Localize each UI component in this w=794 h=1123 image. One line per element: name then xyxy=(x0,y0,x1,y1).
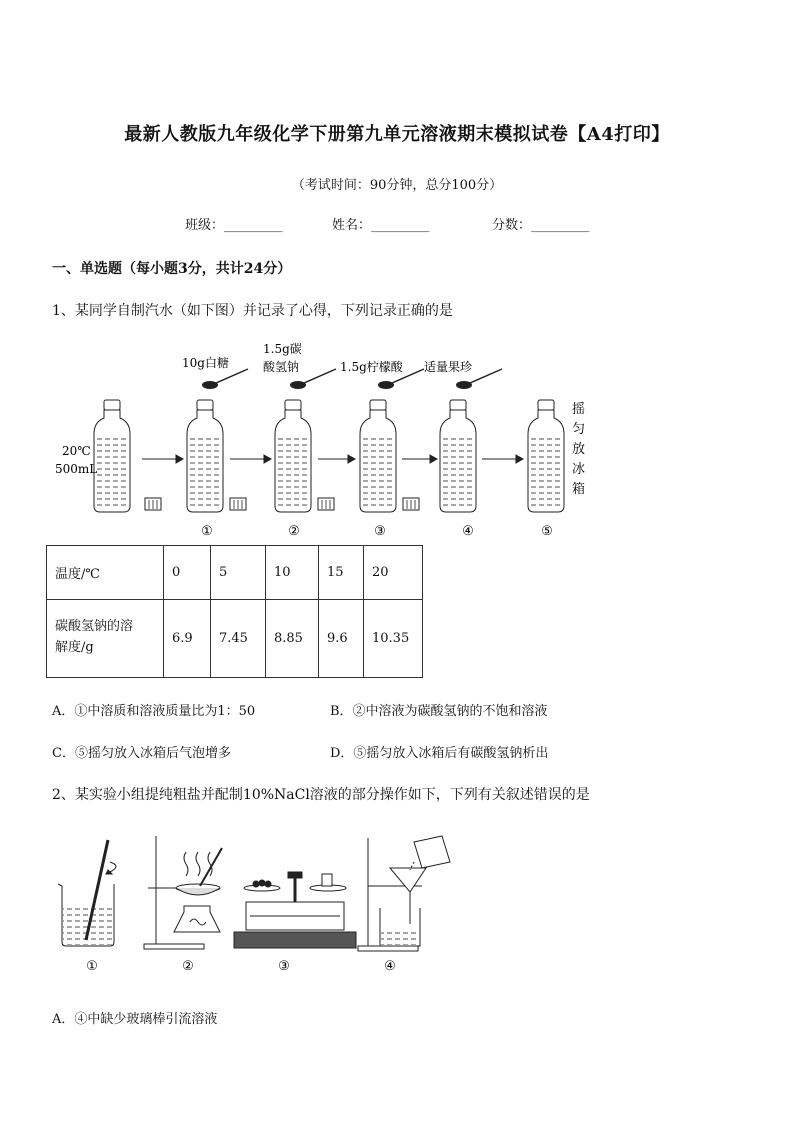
q1-option-b: B．②中溶液为碳酸氢钠的不饱和溶液 xyxy=(330,704,548,719)
step-labels xyxy=(201,524,553,539)
bottle-2 xyxy=(275,400,311,512)
row2-header-line1: 碳酸氢钠的溶 xyxy=(55,619,134,634)
additive-sugar-label: 10g白糖 xyxy=(182,356,229,370)
table-cell: 6.9 xyxy=(164,600,211,678)
op-step-labels xyxy=(86,959,396,974)
table-cell: 10 xyxy=(266,546,319,600)
end-step-label xyxy=(572,401,585,497)
score-blank: _________ xyxy=(531,218,590,233)
lab-operations-figure xyxy=(50,828,470,978)
bottle-cap xyxy=(230,498,246,510)
step-label-3: ③ xyxy=(374,524,386,539)
bottle-3 xyxy=(360,400,396,512)
beaker-stirring-icon xyxy=(58,840,116,946)
table-row xyxy=(47,600,423,678)
table-header-cell: 温度/℃ xyxy=(47,546,164,600)
class-blank: _________ xyxy=(224,218,283,233)
step-label-1: ① xyxy=(201,524,213,539)
table-cell: 9.6 xyxy=(319,600,364,678)
step-label-5: ⑤ xyxy=(541,524,553,539)
op-label-3: ③ xyxy=(278,959,290,974)
additive-nahco3-label-2: 酸氢钠 xyxy=(263,360,300,374)
score-field xyxy=(492,214,590,233)
end-label-char: 箱 xyxy=(572,482,586,497)
op-label-2: ② xyxy=(182,959,194,974)
bottle-5 xyxy=(528,400,564,512)
bottle-cap xyxy=(318,498,334,510)
q1-option-d: D．⑤摇匀放入冰箱后有碳酸氢钠析出 xyxy=(330,746,549,761)
row2-header-line2: 解度/g xyxy=(55,640,94,655)
bottle-cap xyxy=(403,498,419,510)
evaporation-icon xyxy=(144,836,222,949)
table-cell: 8.85 xyxy=(266,600,319,678)
solubility-table xyxy=(46,545,423,678)
score-label: 分数： xyxy=(492,218,532,233)
start-volume-label: 500mL xyxy=(55,462,98,476)
name-label: 姓名： xyxy=(332,218,372,233)
end-label-char: 摇 xyxy=(572,402,586,417)
op-label-4: ④ xyxy=(384,959,396,974)
end-label-char: 匀 xyxy=(572,422,586,437)
soda-process-figure xyxy=(50,335,610,540)
q1-option-c: C．⑤摇匀放入冰箱后气泡增多 xyxy=(52,746,231,761)
class-field xyxy=(185,214,283,233)
additive-juice-label: 适量果珍 xyxy=(424,360,473,374)
table-cell: 20 xyxy=(364,546,423,600)
bottle-cap xyxy=(145,498,161,510)
table-cell: 15 xyxy=(319,546,364,600)
filtration-icon xyxy=(358,836,450,951)
start-temp-label: 20℃ xyxy=(62,444,91,458)
additive-nahco3-label-1: 1.5g碳 xyxy=(263,342,302,356)
spoon-icon xyxy=(202,369,248,389)
table-cell: 5 xyxy=(211,546,266,600)
end-label-char: 冰 xyxy=(572,462,586,477)
section-heading: 一、单选题（每小题3分，共计24分） xyxy=(52,261,292,277)
exam-info: （考试时间：90分钟，总分100分） xyxy=(291,178,503,193)
q2-option-a: A．④中缺少玻璃棒引流溶液 xyxy=(52,1012,218,1027)
step-label-4: ④ xyxy=(462,524,474,539)
table-cell: 0 xyxy=(164,546,211,600)
name-field xyxy=(332,214,430,233)
table-row xyxy=(47,546,423,600)
end-label-char: 放 xyxy=(572,442,586,457)
question-2-stem: 2、某实验小组提纯粗盐并配制10%NaCl溶液的部分操作如下，下列有关叙述错误的是 xyxy=(52,787,590,803)
additive-citric-acid-label: 1.5g柠檬酸 xyxy=(340,360,403,374)
name-blank: _________ xyxy=(371,218,430,233)
question-1-stem: 1、某同学自制汽水（如下图）并记录了心得，下列记录正确的是 xyxy=(52,303,453,319)
table-cell: 7.45 xyxy=(211,600,266,678)
table-cell: 10.35 xyxy=(364,600,423,678)
bottle-start xyxy=(94,400,130,512)
table-header-cell xyxy=(47,600,164,678)
q1-option-a: A．①中溶质和溶液质量比为1：50 xyxy=(52,704,256,719)
bottle-1 xyxy=(187,400,223,512)
bottle-4 xyxy=(440,400,476,512)
op-label-1: ① xyxy=(86,959,98,974)
balance-icon xyxy=(234,872,356,948)
step-label-2: ② xyxy=(288,524,300,539)
page-title: 最新人教版九年级化学下册第九单元溶液期末模拟试卷【A4打印】 xyxy=(124,124,670,145)
class-label: 班级： xyxy=(185,218,225,233)
